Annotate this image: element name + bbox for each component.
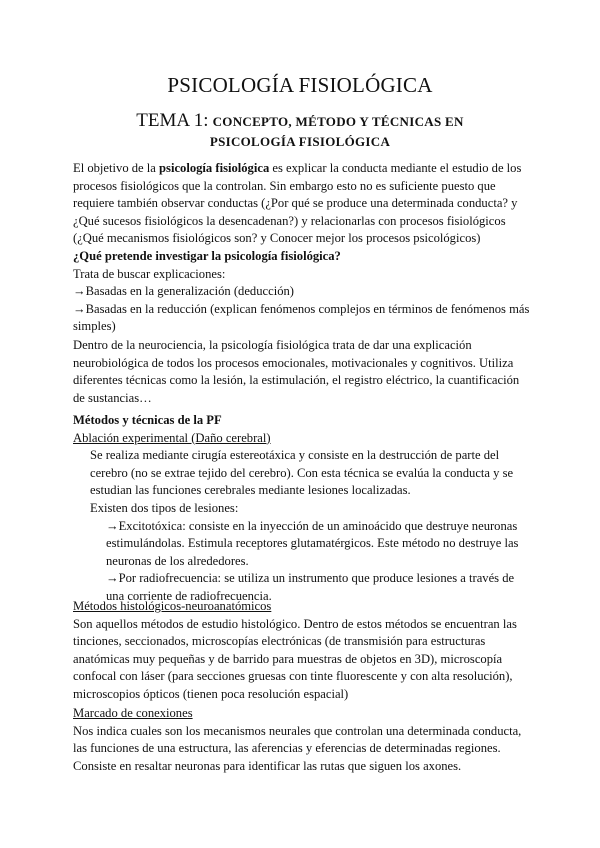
- ablation-title: Ablación experimental (Daño cerebral): [73, 430, 271, 445]
- intro-bold-term: psicología fisiológica: [159, 161, 270, 175]
- marking-text-1: Nos indica cuales son los mecanismos neurales que controlan una determinada conducta, las funciones de una estructura, las aferencias y eferencias de determinadas regiones.: [73, 723, 522, 756]
- ablation-type-radiofrequency: →Por radiofrecuencia: se utiliza un instrumento que produce lesiones a través de una corriente de radiofrecuencia.: [106, 571, 515, 603]
- topic-number: TEMA 1:: [136, 110, 209, 131]
- methods-heading: Métodos y técnicas de la PF: [73, 413, 222, 427]
- marking-section: [73, 705, 533, 775]
- marking-text-2: Consiste en resaltar neuronas para identificar las rutas que siguen los axones.: [73, 758, 462, 773]
- marking-title: Marcado de conexiones: [73, 706, 193, 720]
- histology-section: [73, 598, 533, 704]
- ablation-type-excitotoxic: →Excitotóxica: consiste en la inyección de un aminoácido que destruye neuronas estimulándolas. Estimula receptores glutamatérgicos. Este método no destruye las neuronas de los alrededores.: [106, 518, 519, 568]
- methods-section: [73, 412, 533, 606]
- neuroscience-paragraph: [73, 337, 533, 407]
- question-line-1: Trata de buscar explicaciones:: [73, 266, 226, 281]
- question-heading: ¿Qué pretende investigar la psicología fisiológica?: [73, 249, 341, 263]
- ablation-text: Se realiza mediante cirugía estereotáxica y consiste en la destrucción de parte del cerebro (no se extrae tejido del cerebro). Con esta técnica se evalúa la conducta y se estudian las funciones cerebrales mediante lesiones localizadas.: [90, 448, 514, 498]
- histology-title: Métodos histológicos-neuroanatómicos: [73, 599, 272, 613]
- question-section: [73, 248, 533, 336]
- question-line-3: →Basadas en la reducción (explican fenómenos complejos en términos de fenómenos más simples): [73, 301, 530, 334]
- topic-title: CONCEPTO, MÉTODO Y TÉCNICAS EN PSICOLOGÍA FISIOLÓGICA: [209, 114, 464, 149]
- question-line-2: →Basadas en la generalización (deducción): [73, 284, 294, 299]
- neuroscience-text: Dentro de la neurociencia, la psicología fisiológica trata de dar una explicación neurobiológica de todos los procesos emocionales, motivacionales y cognitivos. Utiliza diferentes técnicas como la lesión, la estimulación, el registro eléctrico, la cuantificación de sustancias…: [73, 338, 520, 405]
- intro-text-rest: es explicar la conducta mediante el estudio de los procesos fisiológicos que la controlan. Sin embargo esto no es suficiente puesto que requiere también observar conductas (¿Por qué se produce una determinada conducta? y ¿Qué sucesos fisiológicos la desencadenan?) y relacionarlas con procesos fisiológicos (¿Qué mecanismos fisiológicos son? y Conocer mejor los procesos psicológicos): [73, 161, 522, 246]
- intro-paragraph: [73, 160, 533, 248]
- document-title: PSICOLOGÍA FISIOLÓGICA: [167, 73, 433, 97]
- intro-text-start: El objetivo de la: [73, 161, 160, 175]
- topic-heading: [92, 111, 508, 152]
- histology-text: Son aquellos métodos de estudio histológico. Dentro de estos métodos se encuentran las tinciones, seccionados, microscopías electrónicas (de transmisión para estructuras anatómicas muy pequeñas y de barrido para muestras de objetos en 3D), microscopía confocal con láser (para secciones gruesas con tinte fluorescente y con alta resolución), microscopios ópticos (tienen poca resolución espacial): [73, 616, 517, 701]
- ablation-types: Existen dos tipos de lesiones:: [90, 500, 239, 515]
